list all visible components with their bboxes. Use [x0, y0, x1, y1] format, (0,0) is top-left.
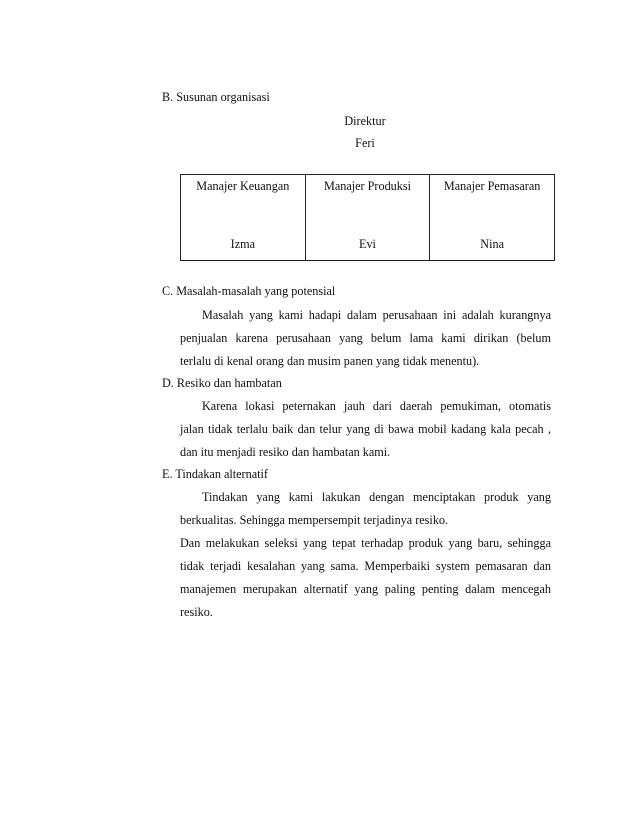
manager-name: Nina — [480, 237, 504, 251]
director-name: Feri — [355, 136, 375, 150]
paragraph-line: Tindakan yang kami lakukan dengan menciptakan produk yang — [202, 490, 551, 504]
manager-role: Manajer Pemasaran — [443, 179, 541, 193]
paragraph-line: Masalah yang kami hadapi dalam perusahaan ini adalah kurangnya — [202, 308, 551, 322]
paragraph-line: terlalu di kenal orang dan musim panen yang tidak menentu). — [180, 354, 480, 368]
manager-name: Evi — [359, 237, 376, 251]
manager-role: Manajer Produksi — [323, 179, 411, 193]
paragraph-line: manajemen merupakan alternatif yang paling penting dalam mencegah — [180, 582, 551, 596]
section-b-heading: B. Susunan organisasi — [162, 90, 270, 104]
paragraph-line: Dan melakukan seleksi yang tepat terhadap produk yang baru, sehingga — [180, 536, 551, 550]
section-e-heading: E. Tindakan alternatif — [162, 467, 268, 481]
paragraph-line: jalan tidak terlalu baik dan telur yang di bawa mobil kadang kala pecah , — [180, 422, 551, 436]
section-d-heading: D. Resiko dan hambatan — [162, 376, 282, 390]
paragraph-line: dan itu menjadi resiko dan hambatan kami. — [180, 445, 391, 459]
manager-cell — [181, 175, 306, 261]
paragraph-line: resiko. — [180, 605, 213, 619]
paragraph-line: penjualan karena perusahaan yang belum lama kami dirikan (belum — [180, 331, 551, 345]
paragraph-line: Karena lokasi peternakan jauh dari daerah pemukiman, otomatis — [202, 399, 551, 413]
paragraph-line: berkualitas. Sehingga mempersempit terjadinya resiko. — [180, 513, 449, 527]
section-c-heading: C. Masalah-masalah yang potensial — [162, 284, 336, 298]
manager-cell — [305, 175, 430, 261]
paragraph-line: tidak terjadi kesalahan yang sama. Memperbaiki system pemasaran dan — [180, 559, 551, 573]
manager-name: Izma — [230, 237, 255, 251]
manager-cell — [430, 175, 555, 261]
manager-role: Manajer Keuangan — [196, 179, 290, 193]
org-chart-table — [180, 174, 555, 261]
director-title: Direktur — [344, 114, 386, 128]
